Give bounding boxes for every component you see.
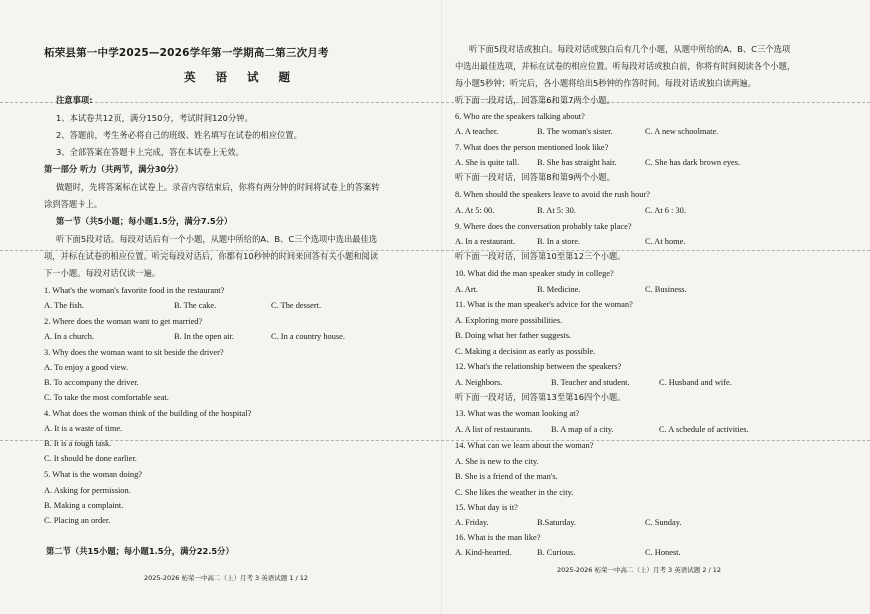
q16-option-b: B. Curious. (537, 548, 576, 557)
q6-option-a: A. A teacher. (455, 127, 499, 136)
notice-1: 1、本试卷共12页，满分150分，考试时间120分钟。 (56, 113, 253, 123)
question-7: 7. What does the person mentioned look like? (455, 143, 609, 152)
q10-option-c: C. Business. (645, 285, 687, 294)
page-footer-2: 2025-2026 柘荣一中高二（上）月考 3 英语试题 2 / 12 (557, 566, 722, 574)
part1-section2-intro-line2: 中选出最佳选项，并标在试卷的相应位置。听每段对话或独白前，你将有时间阅读各个小题， (455, 61, 796, 71)
subject-title: 英 语 试 题 (184, 70, 299, 84)
q6-option-c: C. A new schoolmate. (645, 127, 719, 136)
question-16: 16. What is the man like? (455, 533, 541, 542)
q8-option-b: B. At 5: 30. (537, 206, 576, 215)
q2-option-c: C. In a country house. (271, 332, 345, 341)
q16-option-a: A. Kind-hearted. (455, 548, 512, 557)
q12-option-c: C. Husband and wife. (659, 378, 732, 387)
question-2: 2. Where does the woman want to get married? (44, 317, 203, 326)
q3-option-a: A. To enjoy a good view. (44, 363, 129, 372)
part1-section2-intro-line3: 每小题5秒钟；听完后，各小题将给出5秒钟的作答时间。每段对话或独白读两遍。 (455, 78, 756, 88)
q11-option-b: B. Doing what her father suggests. (455, 331, 572, 340)
part1-intro-line1: 做题时，先将答案标在试卷上。录音内容结束后，你将有两分钟的时间将试卷上的答案转 (56, 182, 380, 192)
question-12: 12. What's the relationship between the speakers? (455, 362, 622, 371)
page-2 (447, 0, 862, 614)
q12-option-a: A. Neighbors. (455, 378, 503, 387)
question-8: 8. When should the speakers leave to avoid the rush hour? (455, 190, 650, 199)
section1-intro-line1: 听下面5段对话。每段对话后有一个小题，从题中所给的A、B、C三个选项中选出最佳选 (56, 234, 378, 244)
q15-option-c: C. Sunday. (645, 518, 682, 527)
question-10: 10. What did the man speaker study in college? (455, 269, 614, 278)
q15-option-a: A. Friday. (455, 518, 489, 527)
section2-heading: 第二节（共15小题；每小题1.5分，满分22.5分） (46, 546, 234, 556)
q2-option-b: B. In the open air. (174, 332, 235, 341)
question-13: 13. What was the woman looking at? (455, 409, 580, 418)
page-footer-1: 2025-2026 柘荣一中高二（上）月考 3 英语试题 1 / 12 (144, 574, 309, 582)
exam-title: 柘荣县第一中学2025—2026学年第一学期高二第三次月考 (44, 47, 329, 59)
part1-intro-line2: 涂到答题卡上。 (44, 199, 103, 209)
question-5: 5. What is the woman doing? (44, 470, 143, 479)
page-fold (441, 0, 442, 614)
q9-option-a: A. In a restaurant. (455, 237, 516, 246)
part1-section2-intro-line1: 听下面5段对话或独白。每段对话或独白后有几个小题，从题中所给的A、B、C三个选项 (469, 44, 791, 54)
q3-option-b: B. To accompany the driver. (44, 378, 139, 387)
q4-option-c: C. It should be done earlier. (44, 454, 137, 463)
directions-13-16: 听下面一段对话，回答第13至第16四个小题。 (455, 392, 626, 402)
notice-3: 3、全部答案在答题卡上完成，答在本试卷上无效。 (56, 147, 244, 157)
q10-option-b: B. Medicine. (537, 285, 581, 294)
notice-heading: 注意事项: (56, 95, 93, 105)
q13-option-c: C. A schedule of activities. (659, 425, 749, 434)
q1-option-c: C. The dessert. (271, 301, 322, 310)
question-14: 14. What can we learn about the woman? (455, 441, 594, 450)
question-6: 6. Who are the speakers talking about? (455, 112, 585, 121)
q8-option-c: C. At 6 : 30. (645, 206, 686, 215)
q7-option-c: C. She has dark brown eyes. (645, 158, 741, 167)
q9-option-c: C. At home. (645, 237, 686, 246)
q4-option-b: B. It is a tough task. (44, 439, 112, 448)
section1-intro-line2: 项，并标在试卷的相应位置。听完每段对话后，你都有10秒钟的时间来回答有关小题和阅读 (44, 251, 379, 261)
question-3: 3. Why does the woman want to sit beside the driver? (44, 348, 224, 357)
part1-heading: 第一部分 听力（共两节，满分30分） (44, 164, 183, 174)
q7-option-b: B. She has straight hair. (537, 158, 617, 167)
q2-option-a: A. In a church. (44, 332, 94, 341)
question-15: 15. What day is it? (455, 503, 518, 512)
q3-option-c: C. To take the most comfortable seat. (44, 393, 169, 402)
section1-heading: 第一节（共5小题；每小题1.5分，满分7.5分） (56, 216, 233, 226)
section1-intro-line3: 下一小题。每段对话仅读一遍。 (44, 268, 161, 278)
directions-10-12: 听下面一段对话，回答第10至第12三个小题。 (455, 251, 626, 261)
q13-option-a: A. A list of restaurants. (455, 425, 533, 434)
q11-option-a: A. Exploring more possibilities. (455, 316, 563, 325)
q5-option-a: A. Asking for permission. (44, 486, 131, 495)
q14-option-a: A. She is new to the city. (455, 457, 539, 466)
q5-option-c: C. Placing an order. (44, 516, 111, 525)
question-9: 9. Where does the conversation probably take place? (455, 222, 632, 231)
question-11: 11. What is the man speaker's advice for the woman? (455, 300, 633, 309)
q10-option-a: A. Art. (455, 285, 479, 294)
page-1 (30, 0, 435, 614)
q12-option-b: B. Teacher and student. (551, 378, 630, 387)
q6-option-b: B. The woman's sister. (537, 127, 613, 136)
question-4: 4. What does the woman think of the building of the hospital? (44, 409, 252, 418)
q14-option-c: C. She likes the weather in the city. (455, 488, 574, 497)
q7-option-a: A. She is quite tall. (455, 158, 520, 167)
q8-option-a: A. At 5: 00. (455, 206, 495, 215)
q1-option-b: B. The cake. (174, 301, 217, 310)
q15-option-b: B.Saturday. (537, 518, 576, 527)
q11-option-c: C. Making a decision as early as possible. (455, 347, 596, 356)
q5-option-b: B. Making a complaint. (44, 501, 124, 510)
q4-option-a: A. It is a waste of time. (44, 424, 123, 433)
directions-8-9: 听下面一段对话，回答第8和第9两个小题。 (455, 172, 615, 182)
directions-6-7: 听下面一段对话，回答第6和第7两个小题。 (455, 95, 615, 105)
notice-2: 2、答题前，考生务必将自己的班级、姓名填写在试卷的相应位置。 (56, 130, 302, 140)
q13-option-b: B. A map of a city. (551, 425, 614, 434)
q1-option-a: A. The fish. (44, 301, 84, 310)
q9-option-b: B. In a store. (537, 237, 581, 246)
q14-option-b: B. She is a friend of the man's. (455, 472, 558, 481)
q16-option-c: C. Honest. (645, 548, 681, 557)
question-1: 1. What's the woman's favorite food in the restaurant? (44, 286, 225, 295)
